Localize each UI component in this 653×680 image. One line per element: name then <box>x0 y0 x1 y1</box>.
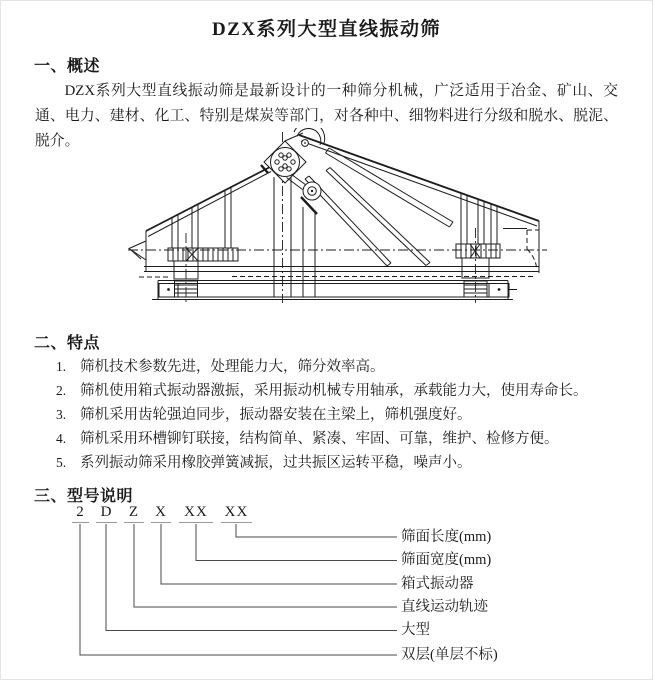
model-label-screen-width: 筛面宽度(mm) <box>401 552 492 568</box>
feature-number: 5. <box>56 455 67 470</box>
feature-item <box>56 403 636 427</box>
feature-item <box>56 379 636 403</box>
model-code-layers: 2 <box>72 504 89 523</box>
feature-item <box>56 355 636 379</box>
right-spring-support <box>456 193 500 303</box>
model-code-vibrator: X <box>151 504 171 523</box>
heading-features: 二、特点 <box>34 335 101 352</box>
model-label-large-type: 大型 <box>401 622 430 638</box>
feature-number: 2. <box>56 383 67 398</box>
model-label-linear-motion: 直线运动轨迹 <box>401 599 488 615</box>
feature-number: 3. <box>56 407 67 422</box>
vibrating-screen-drawing <box>90 128 560 323</box>
heading-model: 三、型号说明 <box>34 488 134 505</box>
model-code-large: D <box>96 504 117 523</box>
model-code-linear: Z <box>124 504 144 523</box>
heading-overview: 一、概述 <box>34 58 101 75</box>
feature-text: 筛机技术参数先进，处理能力大，筛分效率高。 <box>80 359 385 375</box>
model-connector-lines <box>0 524 653 665</box>
model-code-width: XX <box>179 504 213 523</box>
model-label-screen-length: 筛面长度(mm) <box>401 529 492 545</box>
feature-item <box>56 451 636 475</box>
feature-text: 筛机采用齿轮强迫同步，振动器安装在主梁上，筛机强度好。 <box>80 407 472 423</box>
page-title: DZX系列大型直线振动筛 <box>211 19 442 40</box>
feature-text: 系列振动筛采用橡胶弹簧减振，过共振区运转平稳，噪声小。 <box>80 455 472 471</box>
feature-number: 1. <box>56 359 67 374</box>
feature-list <box>56 355 636 475</box>
feature-number: 4. <box>56 431 67 446</box>
model-label-box-vibrator: 箱式振动器 <box>401 576 474 592</box>
model-label-double-deck: 双层(单层不标) <box>401 647 498 663</box>
feature-text: 筛机使用箱式振动器激振，采用振动机械专用轴承，承载能力大，使用寿命长。 <box>80 383 588 399</box>
diagonal-braces <box>305 148 453 266</box>
model-code-length: XX <box>221 504 252 523</box>
feature-text: 筛机采用环槽铆钉联接，结构简单、紧凑、牢固、可靠，维护、检修方便。 <box>80 431 559 447</box>
feature-item <box>56 427 636 451</box>
overview-paragraph: DZX系列大型直线振动筛是最新设计的一种筛分机械，广泛适用于冶金、矿山、交通、电力、建材、化工、特别是煤炭等部门，对各种中、细物料进行分级和脱水、脱泥、脱介。 <box>35 83 618 149</box>
base-frame <box>152 281 517 300</box>
